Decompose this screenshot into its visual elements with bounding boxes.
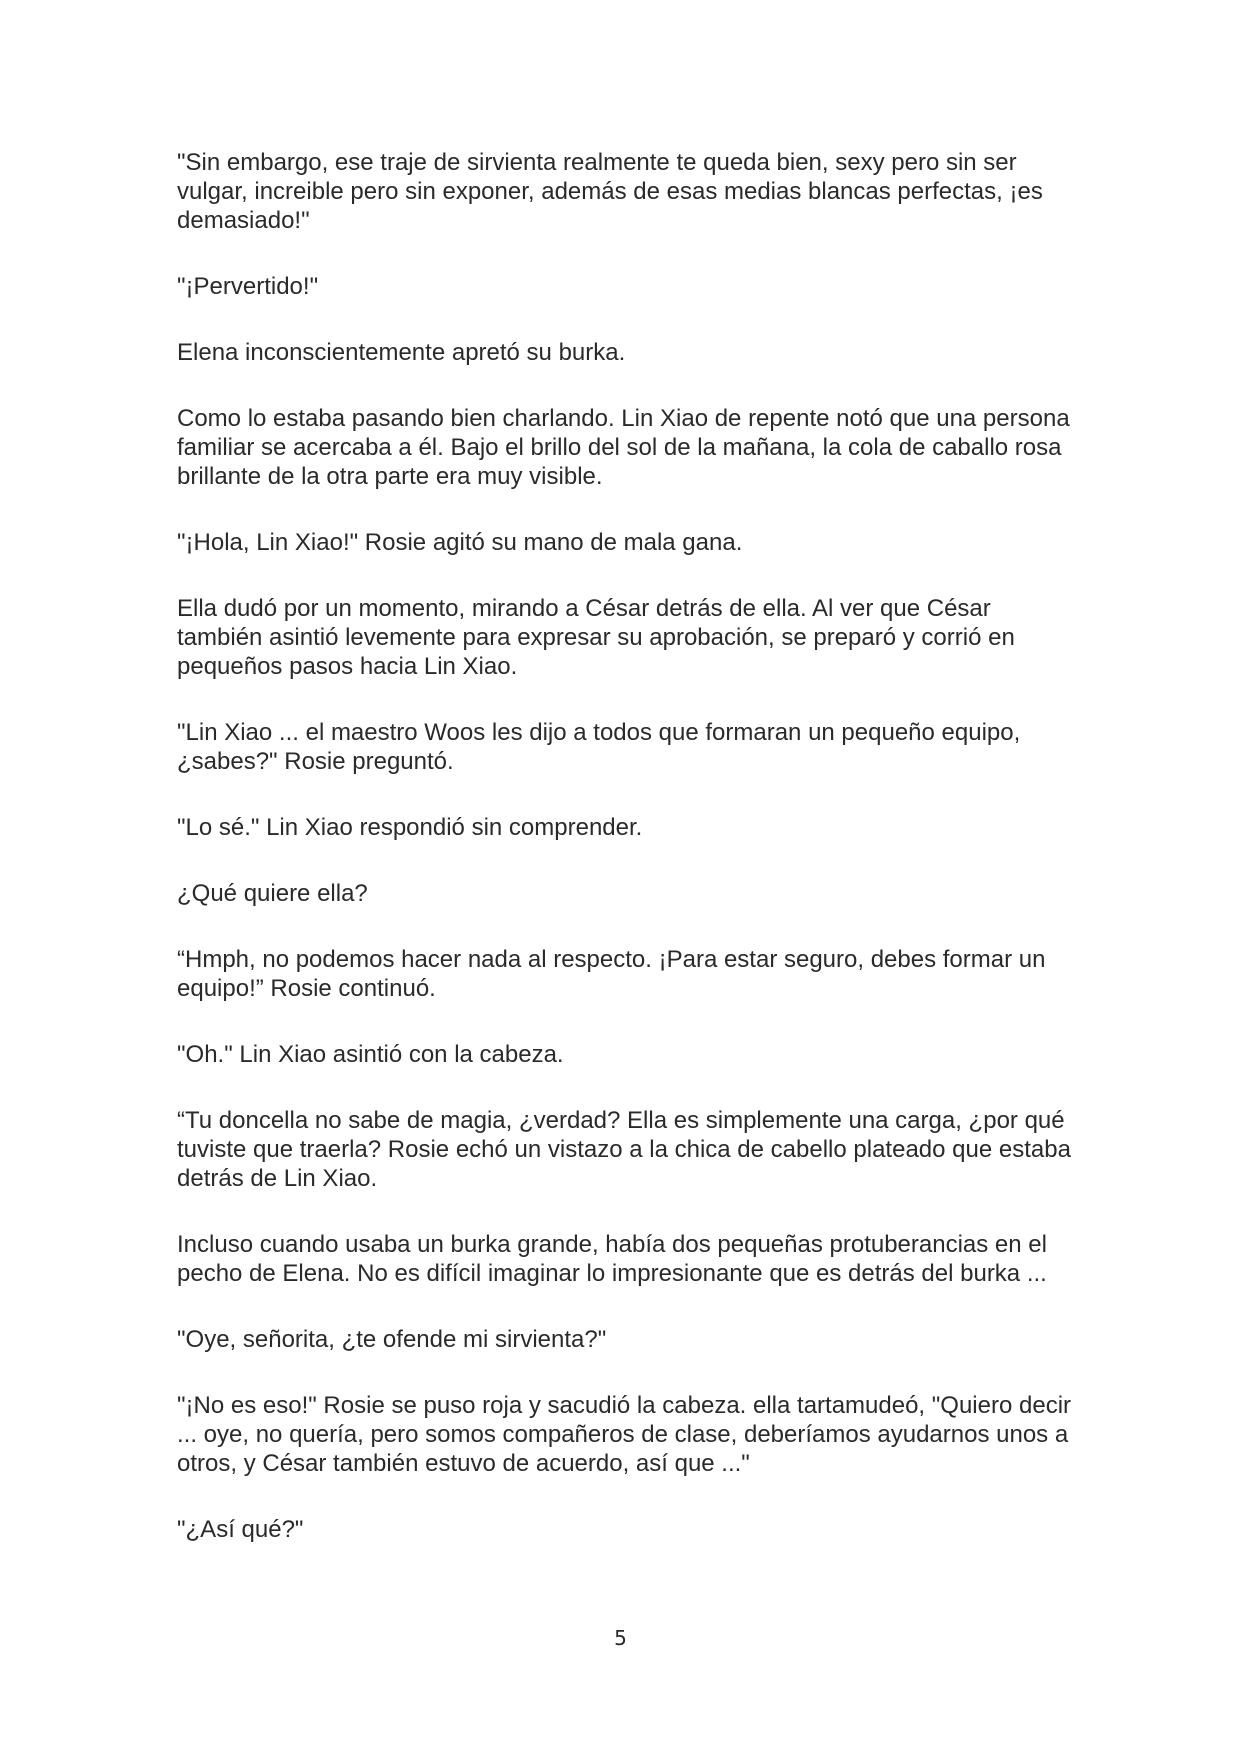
paragraph: ¿Qué quiere ella? [177, 880, 368, 907]
paragraph: "Lo sé." Lin Xiao respondió sin comprender. [177, 814, 643, 841]
paragraph: “Hmph, no podemos hacer nada al respecto. ¡Para estar seguro, debes formar un equipo!” Rosie continuó. [177, 946, 1046, 1002]
paragraph: "¡Hola, Lin Xiao!" Rosie agitó su mano de mala gana. [177, 529, 743, 556]
paragraph: "¿Así qué?" [177, 1516, 304, 1543]
body-text [177, 148, 1072, 1581]
paragraph: “Tu doncella no sabe de magia, ¿verdad? Ella es simplemente una carga, ¿por qué tuviste que traerla? Rosie echó un vistazo a la chica de cabello plateado que estaba detrás de Lin Xiao. [177, 1107, 1071, 1192]
paragraph: "¡No es eso!" Rosie se puso roja y sacudió la cabeza. ella tartamudeó, "Quiero decir ... oye, no quería, pero somos compañeros de clase, deberíamos ayudarnos unos a otros, y César también estuvo de acuerdo, así que ..." [177, 1392, 1072, 1477]
paragraph: "Sin embargo, ese traje de sirvienta realmente te queda bien, sexy pero sin ser vulgar, increible pero sin exponer, además de esas medias blancas perfectas, ¡es demasiado!" [177, 149, 1043, 234]
paragraph: Incluso cuando usaba un burka grande, había dos pequeñas protuberancias en el pecho de Elena. No es difícil imaginar lo impresionante que es detrás del burka ... [177, 1231, 1047, 1287]
paragraph: Ella dudó por un momento, mirando a César detrás de ella. Al ver que César también asintió levemente para expresar su aprobación, se preparó y corrió en pequeños pasos hacia Lin Xiao. [177, 595, 1015, 680]
paragraph: "Lin Xiao ... el maestro Woos les dijo a todos que formaran un pequeño equipo, ¿sabes?" Rosie preguntó. [177, 719, 1021, 775]
paragraph: "¡Pervertido!" [177, 273, 319, 300]
paragraph: Como lo estaba pasando bien charlando. Lin Xiao de repente notó que una persona familiar se acercaba a él. Bajo el brillo del sol de la mañana, la cola de caballo rosa brillante de la otra parte era muy visible. [177, 405, 1070, 490]
page-number: 5 [614, 1626, 627, 1650]
paragraph: "Oh." Lin Xiao asintió con la cabeza. [177, 1041, 564, 1068]
paragraph: "Oye, señorita, ¿te ofende mi sirvienta?" [177, 1326, 607, 1353]
paragraph: Elena inconscientemente apretó su burka. [177, 339, 626, 366]
